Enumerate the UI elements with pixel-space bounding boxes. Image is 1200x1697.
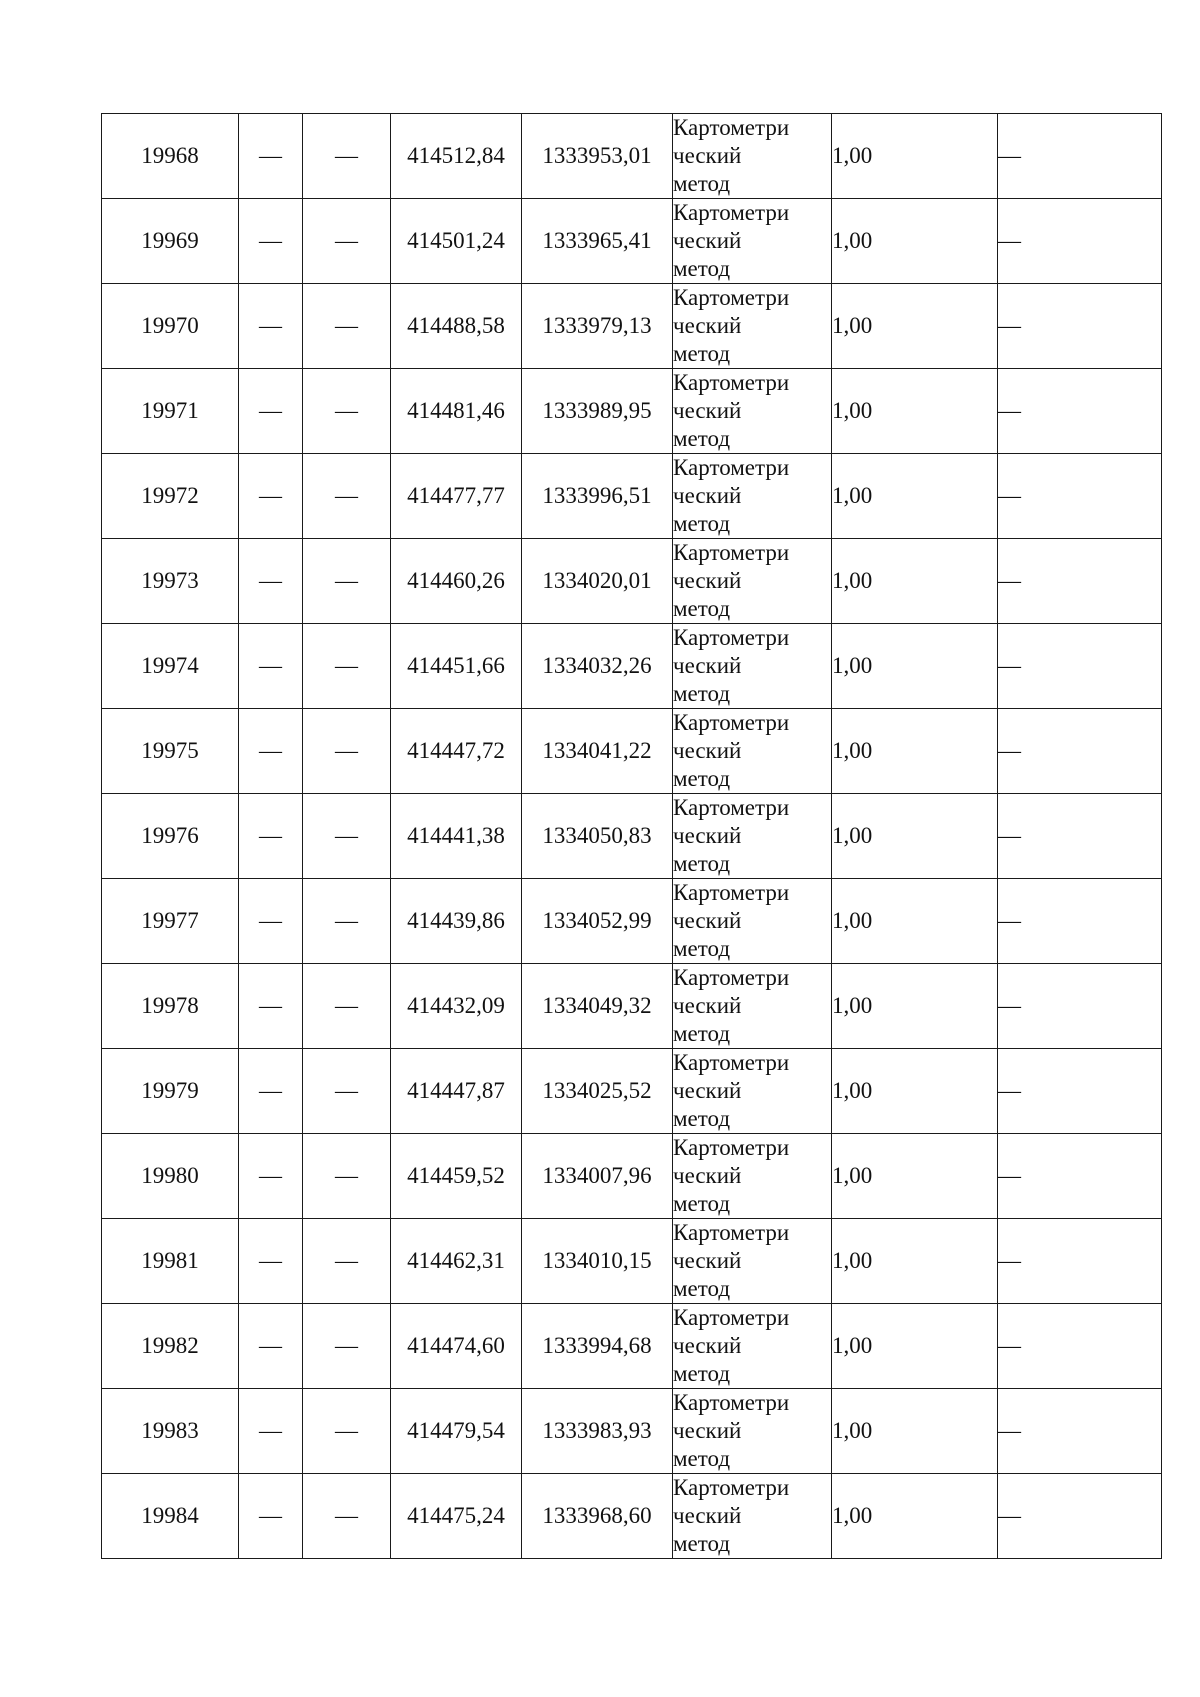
coordinates-table [101, 113, 1162, 1559]
x-coordinate-cell: 414512,84 [391, 114, 522, 199]
point-number-cell: 19978 [102, 964, 239, 1049]
y-coordinate-cell: 1334010,15 [522, 1219, 673, 1304]
table-row [102, 1134, 1162, 1219]
note-dash-cell: — [998, 114, 1162, 199]
method-line: метод [673, 681, 731, 706]
method-line: метод [673, 511, 731, 536]
y-coordinate-cell: 1333968,60 [522, 1474, 673, 1559]
point-number-cell: 19968 [102, 114, 239, 199]
method-cell [673, 879, 832, 964]
method-line: Картометри [673, 625, 790, 650]
method-line: Картометри [673, 200, 790, 225]
empty-dash-cell: — [239, 1389, 303, 1474]
method-line: Картометри [673, 370, 790, 395]
method-line: Картометри [673, 540, 790, 565]
accuracy-cell: 1,00 [832, 879, 998, 964]
empty-dash-cell: — [239, 794, 303, 879]
note-dash-cell: — [998, 284, 1162, 369]
accuracy-cell: 1,00 [832, 709, 998, 794]
note-dash-cell: — [998, 709, 1162, 794]
table-row [102, 964, 1162, 1049]
x-coordinate-cell: 414459,52 [391, 1134, 522, 1219]
note-dash-cell: — [998, 199, 1162, 284]
empty-dash-cell: — [303, 284, 391, 369]
table-row [102, 1049, 1162, 1134]
x-coordinate-cell: 414501,24 [391, 199, 522, 284]
method-line: Картометри [673, 115, 790, 140]
point-number-cell: 19969 [102, 199, 239, 284]
point-number-cell: 19979 [102, 1049, 239, 1134]
method-line: метод [673, 596, 731, 621]
empty-dash-cell: — [303, 1134, 391, 1219]
empty-dash-cell: — [239, 1134, 303, 1219]
method-cell [673, 1134, 832, 1219]
accuracy-cell: 1,00 [832, 624, 998, 709]
method-line: ческий [673, 1418, 742, 1443]
y-coordinate-cell: 1334052,99 [522, 879, 673, 964]
method-cell [673, 284, 832, 369]
x-coordinate-cell: 414481,46 [391, 369, 522, 454]
empty-dash-cell: — [239, 199, 303, 284]
method-cell [673, 1304, 832, 1389]
note-dash-cell: — [998, 369, 1162, 454]
method-line: ческий [673, 568, 742, 593]
method-cell [673, 1389, 832, 1474]
point-number-cell: 19973 [102, 539, 239, 624]
empty-dash-cell: — [303, 1304, 391, 1389]
note-dash-cell: — [998, 539, 1162, 624]
method-line: метод [673, 1276, 731, 1301]
y-coordinate-cell: 1333989,95 [522, 369, 673, 454]
method-cell [673, 964, 832, 1049]
method-line: ческий [673, 143, 742, 168]
y-coordinate-cell: 1334032,26 [522, 624, 673, 709]
method-line: Картометри [673, 795, 790, 820]
method-line: метод [673, 426, 731, 451]
method-cell [673, 624, 832, 709]
table-row [102, 369, 1162, 454]
method-cell [673, 199, 832, 284]
method-cell [673, 539, 832, 624]
point-number-cell: 19984 [102, 1474, 239, 1559]
method-line: метод [673, 171, 731, 196]
method-cell [673, 114, 832, 199]
note-dash-cell: — [998, 454, 1162, 539]
method-line: ческий [673, 738, 742, 763]
empty-dash-cell: — [239, 1304, 303, 1389]
accuracy-cell: 1,00 [832, 1049, 998, 1134]
y-coordinate-cell: 1334049,32 [522, 964, 673, 1049]
accuracy-cell: 1,00 [832, 369, 998, 454]
x-coordinate-cell: 414432,09 [391, 964, 522, 1049]
accuracy-cell: 1,00 [832, 1134, 998, 1219]
point-number-cell: 19971 [102, 369, 239, 454]
note-dash-cell: — [998, 1134, 1162, 1219]
x-coordinate-cell: 414474,60 [391, 1304, 522, 1389]
method-line: метод [673, 936, 731, 961]
empty-dash-cell: — [303, 794, 391, 879]
y-coordinate-cell: 1334041,22 [522, 709, 673, 794]
accuracy-cell: 1,00 [832, 454, 998, 539]
accuracy-cell: 1,00 [832, 1219, 998, 1304]
accuracy-cell: 1,00 [832, 964, 998, 1049]
method-line: Картометри [673, 1305, 790, 1330]
method-line: метод [673, 341, 731, 366]
method-line: Картометри [673, 1135, 790, 1160]
x-coordinate-cell: 414462,31 [391, 1219, 522, 1304]
method-cell [673, 369, 832, 454]
accuracy-cell: 1,00 [832, 1304, 998, 1389]
method-line: ческий [673, 1078, 742, 1103]
point-number-cell: 19982 [102, 1304, 239, 1389]
note-dash-cell: — [998, 1219, 1162, 1304]
empty-dash-cell: — [239, 879, 303, 964]
method-line: Картометри [673, 710, 790, 735]
x-coordinate-cell: 414479,54 [391, 1389, 522, 1474]
empty-dash-cell: — [239, 1219, 303, 1304]
note-dash-cell: — [998, 794, 1162, 879]
method-cell [673, 1219, 832, 1304]
point-number-cell: 19970 [102, 284, 239, 369]
method-line: ческий [673, 823, 742, 848]
point-number-cell: 19983 [102, 1389, 239, 1474]
table-row [102, 539, 1162, 624]
table-row [102, 1474, 1162, 1559]
table-body [102, 114, 1162, 1559]
x-coordinate-cell: 414451,66 [391, 624, 522, 709]
note-dash-cell: — [998, 964, 1162, 1049]
method-cell [673, 794, 832, 879]
y-coordinate-cell: 1333965,41 [522, 199, 673, 284]
method-line: метод [673, 851, 731, 876]
empty-dash-cell: — [239, 284, 303, 369]
x-coordinate-cell: 414460,26 [391, 539, 522, 624]
x-coordinate-cell: 414488,58 [391, 284, 522, 369]
note-dash-cell: — [998, 624, 1162, 709]
empty-dash-cell: — [239, 369, 303, 454]
method-line: ческий [673, 1248, 742, 1273]
y-coordinate-cell: 1334025,52 [522, 1049, 673, 1134]
empty-dash-cell: — [239, 114, 303, 199]
accuracy-cell: 1,00 [832, 284, 998, 369]
accuracy-cell: 1,00 [832, 539, 998, 624]
x-coordinate-cell: 414447,72 [391, 709, 522, 794]
method-line: Картометри [673, 1475, 790, 1500]
table-row [102, 284, 1162, 369]
y-coordinate-cell: 1333979,13 [522, 284, 673, 369]
method-line: метод [673, 1021, 731, 1046]
method-line: метод [673, 1191, 731, 1216]
method-cell [673, 1474, 832, 1559]
empty-dash-cell: — [239, 964, 303, 1049]
point-number-cell: 19980 [102, 1134, 239, 1219]
point-number-cell: 19977 [102, 879, 239, 964]
note-dash-cell: — [998, 1304, 1162, 1389]
empty-dash-cell: — [239, 624, 303, 709]
x-coordinate-cell: 414441,38 [391, 794, 522, 879]
method-line: метод [673, 256, 731, 281]
method-line: Картометри [673, 1050, 790, 1075]
y-coordinate-cell: 1334007,96 [522, 1134, 673, 1219]
point-number-cell: 19976 [102, 794, 239, 879]
accuracy-cell: 1,00 [832, 1389, 998, 1474]
empty-dash-cell: — [303, 879, 391, 964]
table-row [102, 1389, 1162, 1474]
method-line: метод [673, 766, 731, 791]
table-row [102, 199, 1162, 284]
method-line: ческий [673, 483, 742, 508]
method-line: Картометри [673, 965, 790, 990]
empty-dash-cell: — [303, 454, 391, 539]
empty-dash-cell: — [303, 199, 391, 284]
method-line: Картометри [673, 455, 790, 480]
point-number-cell: 19972 [102, 454, 239, 539]
table-row [102, 1304, 1162, 1389]
accuracy-cell: 1,00 [832, 1474, 998, 1559]
method-line: ческий [673, 1163, 742, 1188]
table-row [102, 114, 1162, 199]
note-dash-cell: — [998, 1474, 1162, 1559]
empty-dash-cell: — [239, 709, 303, 794]
table-row [102, 879, 1162, 964]
empty-dash-cell: — [239, 1474, 303, 1559]
empty-dash-cell: — [303, 1049, 391, 1134]
x-coordinate-cell: 414475,24 [391, 1474, 522, 1559]
empty-dash-cell: — [239, 539, 303, 624]
empty-dash-cell: — [303, 709, 391, 794]
method-line: метод [673, 1446, 731, 1471]
point-number-cell: 19975 [102, 709, 239, 794]
table-row [102, 454, 1162, 539]
method-line: ческий [673, 313, 742, 338]
y-coordinate-cell: 1333996,51 [522, 454, 673, 539]
y-coordinate-cell: 1334020,01 [522, 539, 673, 624]
table-row [102, 794, 1162, 879]
method-cell [673, 709, 832, 794]
method-line: ческий [673, 653, 742, 678]
method-line: ческий [673, 398, 742, 423]
empty-dash-cell: — [303, 1219, 391, 1304]
table-row [102, 1219, 1162, 1304]
method-line: метод [673, 1531, 731, 1556]
method-line: метод [673, 1361, 731, 1386]
method-cell [673, 1049, 832, 1134]
y-coordinate-cell: 1333994,68 [522, 1304, 673, 1389]
method-line: ческий [673, 993, 742, 1018]
empty-dash-cell: — [303, 114, 391, 199]
method-line: ческий [673, 1503, 742, 1528]
method-cell [673, 454, 832, 539]
method-line: ческий [673, 228, 742, 253]
x-coordinate-cell: 414477,77 [391, 454, 522, 539]
x-coordinate-cell: 414439,86 [391, 879, 522, 964]
table-row [102, 624, 1162, 709]
method-line: ческий [673, 908, 742, 933]
empty-dash-cell: — [239, 454, 303, 539]
empty-dash-cell: — [303, 624, 391, 709]
empty-dash-cell: — [239, 1049, 303, 1134]
note-dash-cell: — [998, 1049, 1162, 1134]
empty-dash-cell: — [303, 369, 391, 454]
y-coordinate-cell: 1334050,83 [522, 794, 673, 879]
empty-dash-cell: — [303, 1474, 391, 1559]
y-coordinate-cell: 1333983,93 [522, 1389, 673, 1474]
point-number-cell: 19974 [102, 624, 239, 709]
method-line: Картометри [673, 1390, 790, 1415]
method-line: Картометри [673, 285, 790, 310]
method-line: Картометри [673, 880, 790, 905]
y-coordinate-cell: 1333953,01 [522, 114, 673, 199]
note-dash-cell: — [998, 1389, 1162, 1474]
point-number-cell: 19981 [102, 1219, 239, 1304]
table-row [102, 709, 1162, 794]
x-coordinate-cell: 414447,87 [391, 1049, 522, 1134]
accuracy-cell: 1,00 [832, 794, 998, 879]
method-line: метод [673, 1106, 731, 1131]
note-dash-cell: — [998, 879, 1162, 964]
empty-dash-cell: — [303, 539, 391, 624]
method-line: Картометри [673, 1220, 790, 1245]
accuracy-cell: 1,00 [832, 114, 998, 199]
empty-dash-cell: — [303, 964, 391, 1049]
accuracy-cell: 1,00 [832, 199, 998, 284]
empty-dash-cell: — [303, 1389, 391, 1474]
method-line: ческий [673, 1333, 742, 1358]
